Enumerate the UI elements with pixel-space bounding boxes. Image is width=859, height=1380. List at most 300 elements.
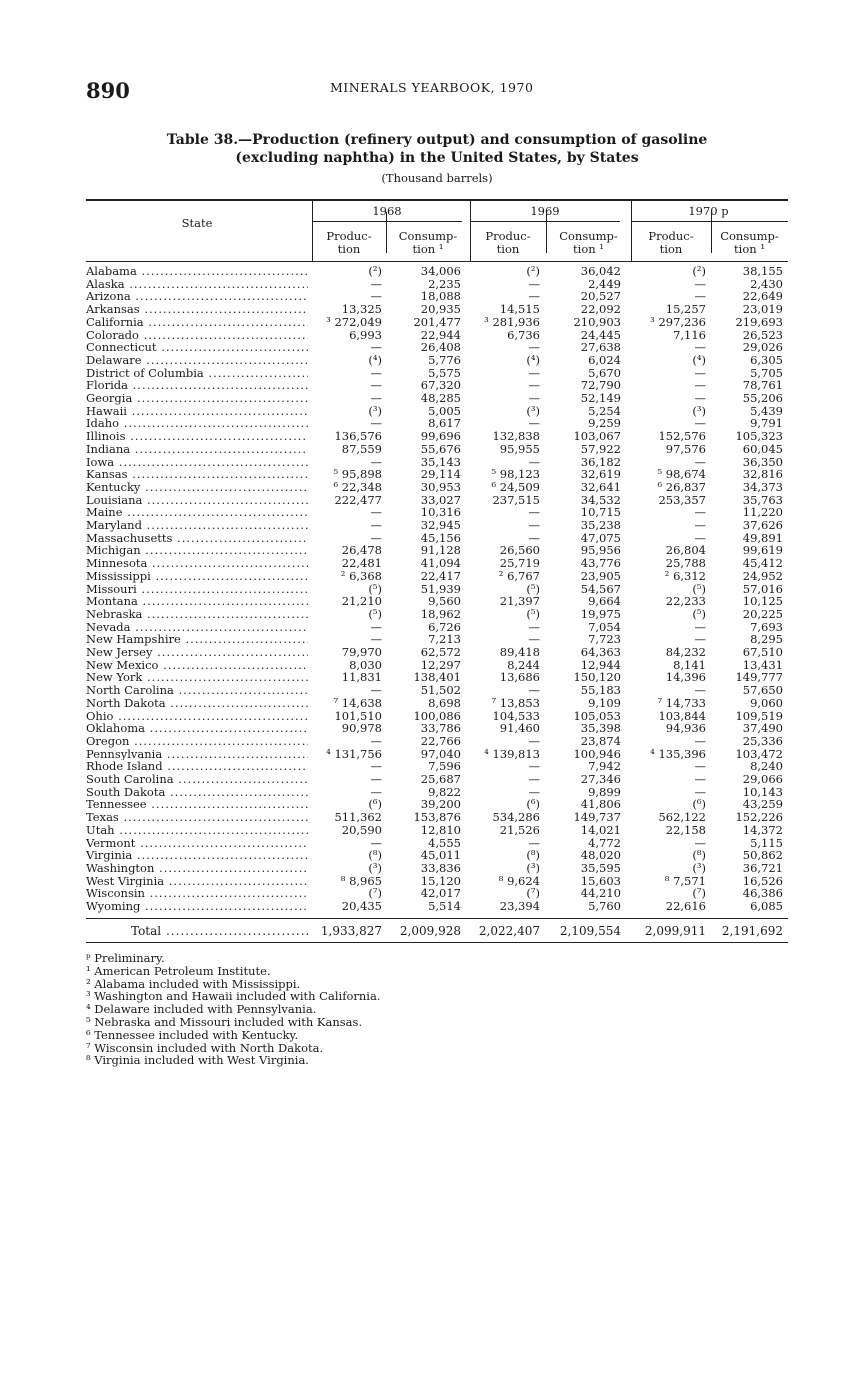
table-cell: 34,373 <box>742 479 783 494</box>
table-row <box>86 684 788 697</box>
table-cell: 32,945 <box>420 518 461 532</box>
table-cell: 26,478 <box>341 543 382 558</box>
state-name: Arizona ..... <box>86 290 308 303</box>
table-cell: 34,532 <box>580 492 621 507</box>
table-cell: 6,736 <box>507 327 540 342</box>
table-cell: 6,305 <box>750 352 783 367</box>
state-name: West Virginia ..... <box>86 875 308 888</box>
state-name: Indiana ..... <box>86 443 308 456</box>
table-cell: — <box>694 530 706 545</box>
table-cell: — <box>694 683 706 698</box>
table-cell: 8,617 <box>428 416 461 431</box>
table-cell: 9,109 <box>588 695 621 710</box>
table-cell: 34,006 <box>420 264 461 278</box>
table-cell: 12,810 <box>420 822 461 837</box>
table-cell: 2,235 <box>428 276 461 291</box>
table-row <box>86 595 788 608</box>
table-cell: 22,417 <box>420 568 461 583</box>
table-cell: 132,838 <box>492 429 540 444</box>
state-name: Florida ..... <box>86 379 308 392</box>
footnote: ⁷ Wisconsin included with North Dakota. <box>86 1040 324 1055</box>
table-cell: 29,066 <box>742 772 783 786</box>
table-cell: 136,576 <box>334 429 382 444</box>
table-cell: 97,040 <box>420 746 461 761</box>
table-row <box>86 468 788 481</box>
footnote: ⁵ Nebraska and Missouri included with Kansas. <box>86 1014 363 1029</box>
state-name: Texas ..... <box>86 811 308 824</box>
total-cell: 2,009,928 <box>399 924 461 938</box>
table-cell: — <box>370 454 382 469</box>
table-cell: 95,956 <box>580 543 621 558</box>
table-cell: — <box>528 289 540 304</box>
state-name: Nebraska ..... <box>86 608 308 621</box>
table-row <box>86 773 788 786</box>
table-cell: — <box>370 276 382 291</box>
state-name: Alabama ..... <box>86 265 308 278</box>
table-cell: 16,526 <box>742 873 783 888</box>
table-cell: (⁵) <box>526 606 540 621</box>
table-cell: 105,053 <box>573 708 621 723</box>
table-cell: 37,490 <box>742 721 783 736</box>
table-cell: 153,876 <box>413 810 461 825</box>
table-cell: 35,763 <box>742 492 783 507</box>
table-cell: — <box>528 391 540 405</box>
table-cell: 23,905 <box>580 568 621 583</box>
table-cell: — <box>528 505 540 520</box>
table-cell: (³) <box>692 403 706 418</box>
table-cell: 47,075 <box>580 530 621 545</box>
table-cell: 9,791 <box>750 416 783 431</box>
table-cell: 94,936 <box>665 721 706 736</box>
table-cell: (²) <box>368 264 382 278</box>
state-name: New Mexico ..... <box>86 659 308 672</box>
table-cell: (³) <box>368 403 382 418</box>
subheader-consumption-1970: Consump- tion ¹ <box>720 229 779 256</box>
table-cell: — <box>694 276 706 291</box>
table-cell: 101,510 <box>334 708 382 723</box>
table-cell: — <box>370 733 382 748</box>
table-cell: 32,641 <box>580 479 621 494</box>
table-cell: 109,519 <box>735 708 783 723</box>
table-cell: 210,903 <box>573 314 621 329</box>
table-cell: ⁴ 139,813 <box>484 746 540 761</box>
footnote: ⁴ Delaware included with Pennsylvania. <box>86 1002 317 1017</box>
table-cell: 22,944 <box>420 327 461 342</box>
table-cell: — <box>528 683 540 698</box>
table-cell: — <box>370 378 382 393</box>
state-name: Iowa ..... <box>86 456 308 469</box>
table-cell: 5,005 <box>428 403 461 418</box>
table-cell: 7,213 <box>428 632 461 647</box>
year-rule-1970 <box>631 221 788 222</box>
table-cell: (⁴) <box>526 352 540 367</box>
table-cell: — <box>528 365 540 380</box>
table-cell: 2,449 <box>588 276 621 291</box>
subheader-production-1968: Produc- tion <box>326 229 372 256</box>
table-cell: 149,777 <box>735 670 783 685</box>
table-cell: — <box>694 784 706 799</box>
table-cell: 79,970 <box>341 645 382 659</box>
header-bottom-rule <box>86 261 788 262</box>
subheader-production-1970: Produc- tion <box>648 229 694 256</box>
table-cell: — <box>694 416 706 431</box>
table-cell: — <box>528 632 540 647</box>
table-cell: 29,114 <box>420 467 461 482</box>
table-cell: 4,555 <box>428 835 461 850</box>
table-cell: 9,259 <box>588 416 621 431</box>
state-name: Maine ..... <box>86 506 308 519</box>
table-cell: 25,336 <box>742 733 783 748</box>
table-row <box>86 392 788 405</box>
state-name: Virginia ..... <box>86 849 308 862</box>
table-cell: 41,806 <box>580 797 621 812</box>
table-cell: ⁸ 8,965 <box>340 873 382 888</box>
table-cell: (³) <box>692 860 706 875</box>
state-name: New Hampshire ..... <box>86 633 308 646</box>
state-name: Minnesota ..... <box>86 557 308 570</box>
table-cell: 222,477 <box>334 492 382 507</box>
table-cell: ³ 272,049 <box>326 314 382 329</box>
table-cell: — <box>370 416 382 431</box>
footnotes <box>86 952 380 1067</box>
table-cell: ⁶ 22,348 <box>333 479 382 494</box>
state-name: Vermont ..... <box>86 837 308 850</box>
table-cell: ² 6,767 <box>498 568 540 583</box>
state-name: New York ..... <box>86 671 308 684</box>
table-cell: — <box>528 759 540 774</box>
table-cell: 30,953 <box>420 479 461 494</box>
table-cell: (⁵) <box>692 606 706 621</box>
table-cell: 91,128 <box>420 543 461 558</box>
table-cell: — <box>694 505 706 520</box>
table-cell: 22,766 <box>420 733 461 748</box>
table-cell: — <box>528 340 540 355</box>
table-cell: 2,430 <box>750 276 783 291</box>
table-cell: 103,844 <box>658 708 706 723</box>
table-cell: — <box>694 365 706 380</box>
state-name: North Carolina ..... <box>86 684 308 697</box>
table-cell: 9,560 <box>428 594 461 609</box>
table-cell: 60,045 <box>742 441 783 456</box>
table-row <box>86 354 788 367</box>
state-name: Wisconsin ..... <box>86 887 308 900</box>
table-cell: 10,143 <box>742 784 783 799</box>
table-cell: ² 6,368 <box>340 568 382 583</box>
table-cell: — <box>528 733 540 748</box>
table-cell: (⁷) <box>526 886 540 901</box>
table-cell: 22,649 <box>742 289 783 304</box>
state-name: California ..... <box>86 316 308 329</box>
table-cell: 54,567 <box>580 581 621 596</box>
table-cell: 21,210 <box>341 594 382 609</box>
state-name: Arkansas ..... <box>86 303 308 316</box>
table-cell: (⁵) <box>368 581 382 596</box>
table-cell: 35,398 <box>580 721 621 736</box>
table-cell: (²) <box>692 264 706 278</box>
table-cell: 51,502 <box>420 683 461 698</box>
table-cell: 201,477 <box>413 314 461 329</box>
table-cell: 12,944 <box>580 657 621 672</box>
table-cell: 35,595 <box>580 860 621 875</box>
total-cell: 2,022,407 <box>478 924 540 938</box>
table-cell: 36,182 <box>580 454 621 469</box>
table-cell: 11,831 <box>341 670 382 685</box>
state-name: Utah ..... <box>86 824 308 837</box>
table-cell: — <box>370 835 382 850</box>
table-cell: — <box>370 391 382 405</box>
table-cell: 5,115 <box>750 835 783 850</box>
state-column-header: State <box>181 216 213 230</box>
table-cell: 5,439 <box>750 403 783 418</box>
table-cell: 36,721 <box>742 860 783 875</box>
table-cell: 100,946 <box>573 746 621 761</box>
table-row <box>86 303 788 316</box>
table-cell: 45,156 <box>420 530 461 545</box>
state-name: Connecticut ..... <box>86 341 308 354</box>
table-cell: 138,401 <box>413 670 461 685</box>
table-cell: 6,024 <box>588 352 621 367</box>
table-cell: 14,021 <box>580 822 621 837</box>
table-cell: ⁷ 14,638 <box>333 695 382 710</box>
footnote: ² Alabama included with Mississippi. <box>86 976 301 991</box>
state-name: Pennsylvania ..... <box>86 748 308 761</box>
table-cell: 5,705 <box>750 365 783 380</box>
table-cell: 152,226 <box>735 810 783 825</box>
running-title: MINERALS YEARBOOK, 1970 <box>330 80 534 95</box>
table-cell: 57,922 <box>580 441 621 456</box>
table-cell: — <box>370 365 382 380</box>
table-cell: — <box>694 772 706 786</box>
table-cell: 48,020 <box>580 848 621 863</box>
table-cell: 33,836 <box>420 860 461 875</box>
table-cell: 22,616 <box>665 899 706 913</box>
table-cell: 219,693 <box>735 314 783 329</box>
table-cell: 7,054 <box>588 619 621 634</box>
table-row <box>86 265 788 278</box>
table-cell: (⁵) <box>526 581 540 596</box>
table-row <box>86 900 788 913</box>
table-cell: 46,386 <box>742 886 783 901</box>
state-name: North Dakota ..... <box>86 697 308 710</box>
table-cell: ⁵ 98,674 <box>657 467 706 482</box>
total-label: Total ..... <box>131 923 308 939</box>
year-header-1969: 1969 <box>530 204 560 218</box>
table-cell: 103,472 <box>735 746 783 761</box>
table-cell: — <box>694 733 706 748</box>
table-cell: 24,445 <box>580 327 621 342</box>
table-cell: 95,955 <box>499 441 540 456</box>
table-cell: — <box>528 276 540 291</box>
table-cell: — <box>370 289 382 304</box>
table-cell: 8,698 <box>428 695 461 710</box>
table-cell: (⁸) <box>692 848 706 863</box>
state-name: Georgia ..... <box>86 392 308 405</box>
table-cell: 18,088 <box>420 289 461 304</box>
table-cell: 67,320 <box>420 378 461 393</box>
state-name: Rhode Island ..... <box>86 760 308 773</box>
table-cell: 89,418 <box>499 645 540 659</box>
table-cell: — <box>694 632 706 647</box>
table-cell: ² 6,312 <box>664 568 706 583</box>
state-name: Nevada ..... <box>86 621 308 634</box>
table-units: (Thousand barrels) <box>381 171 493 185</box>
table-cell: 14,515 <box>499 302 540 317</box>
table-cell: ⁵ 95,898 <box>333 467 382 482</box>
table-cell: 62,572 <box>420 645 461 659</box>
table-cell: (⁶) <box>368 797 382 812</box>
table-cell: ⁷ 14,733 <box>657 695 706 710</box>
table-cell: 9,664 <box>588 594 621 609</box>
table-cell: — <box>528 784 540 799</box>
table-cell: 7,942 <box>588 759 621 774</box>
table-cell: 57,016 <box>742 581 783 596</box>
table-cell: 38,155 <box>742 264 783 278</box>
table-cell: — <box>528 772 540 786</box>
table-cell: (⁸) <box>526 848 540 863</box>
table-cell: 4,772 <box>588 835 621 850</box>
table-cell: (³) <box>368 860 382 875</box>
table-row <box>86 557 788 570</box>
table-cell: (⁶) <box>526 797 540 812</box>
table-cell: 13,686 <box>499 670 540 685</box>
table-cell: 19,975 <box>580 606 621 621</box>
table-cell: 44,210 <box>580 886 621 901</box>
table-cell: 104,533 <box>492 708 540 723</box>
table-cell: 6,085 <box>750 899 783 913</box>
table-cell: 84,232 <box>665 645 706 659</box>
table-cell: 35,238 <box>580 518 621 532</box>
table-cell: 33,027 <box>420 492 461 507</box>
table-cell: ⁴ 131,756 <box>326 746 382 761</box>
table-cell: 25,788 <box>665 556 706 571</box>
table-cell: — <box>528 619 540 634</box>
table-cell: 21,526 <box>499 822 540 837</box>
table-cell: — <box>528 416 540 431</box>
table-cell: 237,515 <box>492 492 540 507</box>
table-cell: 32,816 <box>742 467 783 482</box>
table-cell: 26,804 <box>665 543 706 558</box>
table-cell: 52,149 <box>580 391 621 405</box>
table-cell: 99,696 <box>420 429 461 444</box>
table-cell: 39,200 <box>420 797 461 812</box>
table-cell: 8,244 <box>507 657 540 672</box>
state-name: Washington ..... <box>86 862 308 875</box>
table-cell: 15,603 <box>580 873 621 888</box>
table-cell: — <box>694 340 706 355</box>
total-cell: 1,933,827 <box>320 924 382 938</box>
table-cell: 13,431 <box>742 657 783 672</box>
table-cell: 9,060 <box>750 695 783 710</box>
table-cell: 5,514 <box>428 899 461 913</box>
table-cell: ⁸ 7,571 <box>664 873 706 888</box>
table-cell: 149,737 <box>573 810 621 825</box>
table-row <box>86 722 788 735</box>
table-cell: 43,776 <box>580 556 621 571</box>
subheader-production-1969: Produc- tion <box>485 229 531 256</box>
table-cell: 14,372 <box>742 822 783 837</box>
footnote: ⁸ Virginia included with West Virginia. <box>86 1053 309 1068</box>
table-cell: (²) <box>526 264 540 278</box>
table-row <box>86 481 788 494</box>
table-cell: 7,693 <box>750 619 783 634</box>
table-cell: — <box>528 518 540 532</box>
table-row <box>86 824 788 837</box>
table-cell: — <box>370 632 382 647</box>
table-cell: (⁷) <box>692 886 706 901</box>
table-cell: 55,676 <box>420 441 461 456</box>
state-name: Alaska ..... <box>86 278 308 291</box>
table-row <box>86 697 788 710</box>
table-cell: — <box>370 683 382 698</box>
table-cell: (⁵) <box>368 606 382 621</box>
table-cell: — <box>370 505 382 520</box>
table-cell: 42,017 <box>420 886 461 901</box>
table-cell: — <box>694 289 706 304</box>
table-cell: 9,899 <box>588 784 621 799</box>
table-cell: 45,412 <box>742 556 783 571</box>
table-cell: 72,790 <box>580 378 621 393</box>
footnote: ⁶ Tennessee included with Kentucky. <box>86 1027 299 1042</box>
table-cell: 13,325 <box>341 302 382 317</box>
table-cell: ⁶ 24,509 <box>491 479 540 494</box>
table-cell: 534,286 <box>492 810 540 825</box>
table-cell: ³ 297,236 <box>650 314 706 329</box>
table-row <box>86 862 788 875</box>
state-name: Mississippi ..... <box>86 570 308 583</box>
state-name: South Carolina ..... <box>86 773 308 786</box>
table-cell: 5,670 <box>588 365 621 380</box>
table-row <box>86 570 788 583</box>
table-cell: 21,397 <box>499 594 540 609</box>
total-top-rule <box>86 918 788 919</box>
year-rule-1968 <box>312 221 462 222</box>
table-cell: (⁶) <box>692 797 706 812</box>
state-name: District of Columbia ..... <box>86 367 308 380</box>
table-cell: 18,962 <box>420 606 461 621</box>
state-name: Massachusetts ..... <box>86 532 308 545</box>
year-header-1968: 1968 <box>372 204 402 218</box>
table-cell: 29,026 <box>742 340 783 355</box>
table-cell: 100,086 <box>413 708 461 723</box>
table-cell: 91,460 <box>499 721 540 736</box>
table-cell: — <box>528 378 540 393</box>
table-cell: 103,067 <box>573 429 621 444</box>
state-name: Delaware ..... <box>86 354 308 367</box>
table-cell: 253,357 <box>658 492 706 507</box>
table-cell: 51,939 <box>420 581 461 596</box>
table-cell: 27,638 <box>580 340 621 355</box>
table-row <box>86 849 788 862</box>
table-cell: 45,011 <box>420 848 461 863</box>
table-cell: (⁵) <box>692 581 706 596</box>
table-row <box>86 430 788 443</box>
table-row <box>86 646 788 659</box>
table-cell: 27,346 <box>580 772 621 786</box>
total-cell: 2,191,692 <box>721 924 783 938</box>
table-cell: — <box>694 835 706 850</box>
table-cell: 15,257 <box>665 302 706 317</box>
table-cell: 90,978 <box>341 721 382 736</box>
table-cell: 8,141 <box>673 657 706 672</box>
table-cell: 10,715 <box>580 505 621 520</box>
table-cell: 22,092 <box>580 302 621 317</box>
table-cell: (⁷) <box>368 886 382 901</box>
table-cell: 55,183 <box>580 683 621 698</box>
table-bottom-rule <box>86 942 788 943</box>
table-cell: — <box>694 454 706 469</box>
table-title-line-1: Table 38.—Production (refinery output) and consumption of gasoline <box>166 132 708 148</box>
table-cell: ⁴ 135,396 <box>650 746 706 761</box>
